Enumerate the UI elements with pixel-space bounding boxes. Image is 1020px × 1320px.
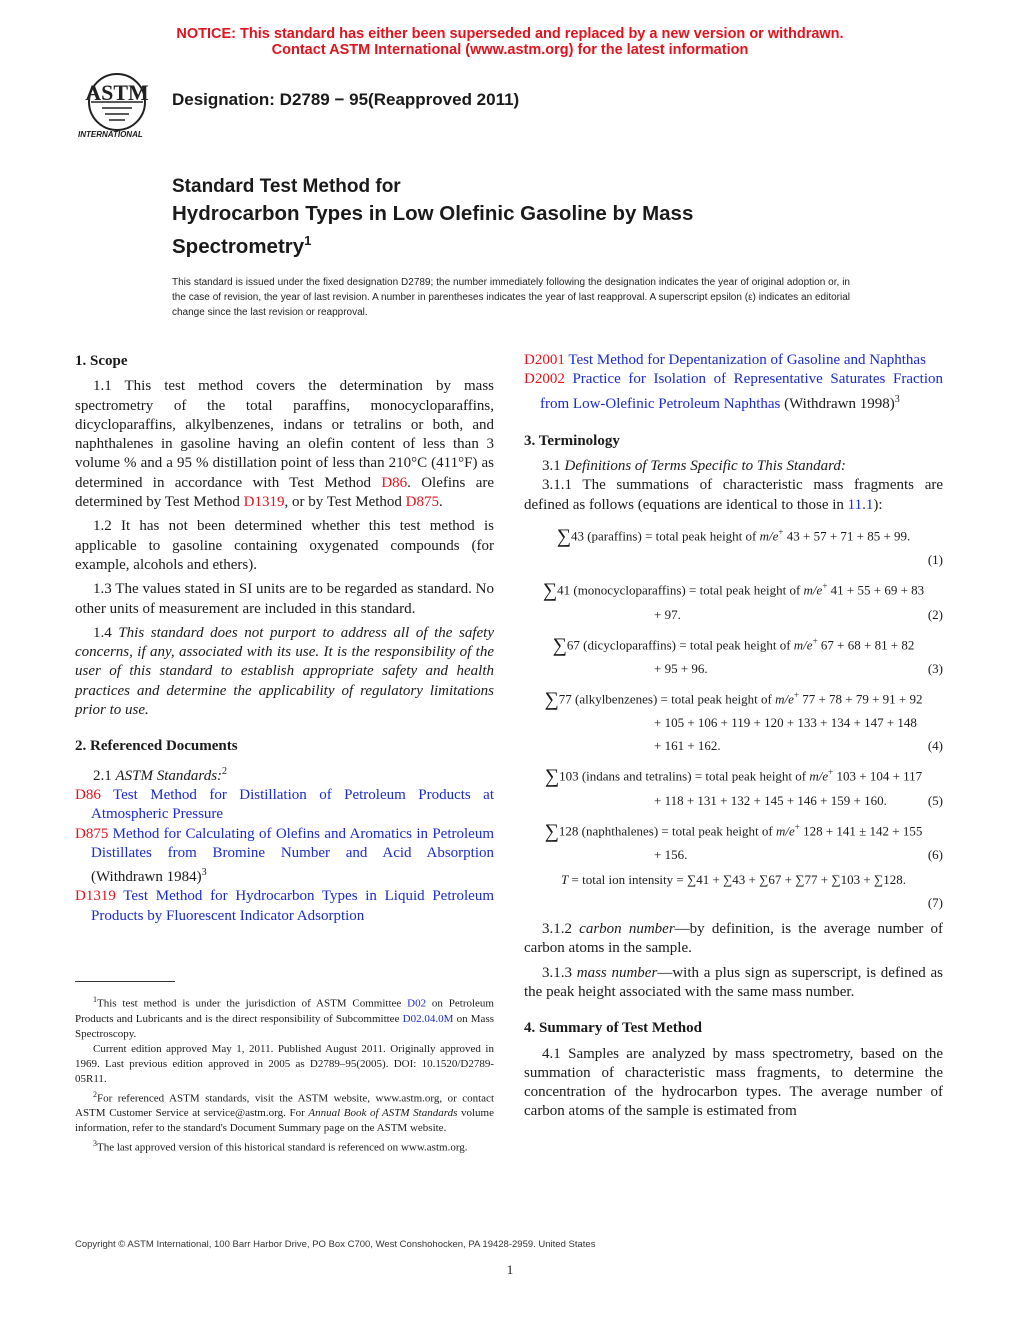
terminology-3-1-2-text: —by definition, is the average number of carbon atoms in the sample. <box>524 921 944 957</box>
ref-title-d86[interactable]: Test Method for Distillation of Petroleum Products at Atmospheric Pressure <box>91 786 494 823</box>
equation-number: (4) <box>927 738 943 754</box>
equation-me: m/e <box>759 528 779 544</box>
equation-number: (6) <box>927 847 943 863</box>
equation-lhs: 77 (alkylbenzenes) = total peak height of <box>558 691 776 707</box>
terminology-3-1 <box>524 457 943 476</box>
equation-line <box>524 684 943 711</box>
link-d86[interactable]: D86 <box>381 474 408 491</box>
equation-continuation: + 118 + 131 + 132 + 145 + 146 + 159 + 160. <box>654 792 887 808</box>
terminology-3-1-3-num: 3.1.3 <box>542 964 577 981</box>
equation-6 <box>524 816 943 866</box>
equation-rhs: 43 + 57 + 71 + 85 + 99. <box>783 528 911 544</box>
left-column <box>75 352 494 926</box>
equation-line <box>524 761 943 788</box>
summary-4-1: 4.1 Samples are analyzed by mass spectrometry, based on the summation of characteristic mass fragments, to determine the concentration of the hydrocarbon types. The average number of carbon atoms of the sample is estimated from <box>524 1045 943 1120</box>
logo-label: INTERNATIONAL <box>78 130 143 139</box>
terminology-3-1-1-text-a: 3.1.1 The summations of characteristic mass fragments are defined as follows (equations are identical to those in <box>524 477 943 513</box>
footnote-2 <box>75 1087 494 1137</box>
ref-title-d875[interactable]: Method for Calculating of Olefins and Aromatics in Petroleum Distillates from Bromine Number and Acid Absorption <box>91 825 494 861</box>
sigma-symbol: ∑ <box>544 765 560 788</box>
ref-item-d2002 <box>524 370 943 414</box>
terminology-3-1-2-term: carbon number <box>579 921 675 938</box>
equation-rhs: 41 + 55 + 69 + 83 <box>827 582 925 598</box>
sigma-symbol: ∑ <box>552 634 567 657</box>
footnote-1-text-c: on Mass Spectroscopy. <box>75 1012 495 1040</box>
ref-code-d875[interactable]: D875 <box>75 825 109 842</box>
equation-rhs: 67 + 68 + 81 + 82 <box>817 637 915 653</box>
footnote-3-mark: 3 <box>93 1139 97 1149</box>
ref-item-d2001 <box>524 351 943 370</box>
ref-note-d2002: (Withdrawn 1998) <box>780 395 895 412</box>
equation-continuation: + 105 + 106 + 119 + 120 + 133 + 134 + 147 + 148 <box>654 715 917 731</box>
link-d02-04-0m[interactable]: D02.04.0M <box>402 1012 454 1025</box>
footnote-1-text-b: on Petroleum Products and Lubricants and is the direct responsibility of Subcommittee <box>75 997 494 1025</box>
scope-1-2: 1.2 It has not been determined whether this test method is applicable to gasoline containing oxygenated compounds (for example, alcohols and ethers). <box>75 518 494 573</box>
equation-line <box>524 521 943 548</box>
equation-lhs: 103 (indans and tetralins) = total peak height of <box>559 768 810 784</box>
footnote-1-edition: Current edition approved May 1, 2011. Published August 2011. Originally approved in 1969. Last previous edition approved in 2005 as D2789–95(2005). DOI: 10.1520/D2789-05R11. <box>75 1042 494 1085</box>
referenced-2-1-num: 2.1 <box>93 767 116 784</box>
ref-mark-d875: 3 <box>201 867 207 879</box>
ref-code-d1319[interactable]: D1319 <box>75 888 116 905</box>
ref-item-d1319 <box>75 887 494 926</box>
equation-line <box>524 816 943 843</box>
equation-plus: + <box>812 635 818 646</box>
equation-number: (3) <box>927 661 943 677</box>
equation-me: m/e <box>793 637 813 653</box>
equation-number: (1) <box>927 552 943 568</box>
referenced-heading: 2. Referenced Documents <box>75 738 238 755</box>
equation-continuation: + 156. <box>654 847 688 863</box>
ref-code-d2002[interactable]: D2002 <box>524 371 565 388</box>
footnotes <box>75 992 494 1156</box>
referenced-2-1-mark: 2 <box>222 765 228 777</box>
equation-4 <box>524 684 943 757</box>
ref-code-d86[interactable]: D86 <box>75 786 101 803</box>
terminology-3-1-2 <box>524 920 943 959</box>
ref-title-d2001[interactable]: Test Method for Depentanization of Gasoline and Naphthas <box>564 352 926 368</box>
equation-plus: + <box>793 690 799 701</box>
equation-7-number: (7) <box>927 895 943 911</box>
scope-1-4 <box>75 624 494 720</box>
equation-me: m/e <box>775 691 794 707</box>
scope-1-1-text-b: . Olefins are determined by Test Method <box>75 474 495 511</box>
equation-rhs: 103 + 104 + 117 <box>833 768 923 784</box>
scope-1-1-text-d: . <box>439 494 443 511</box>
title-line-2 <box>172 200 812 260</box>
terminology-3-1-1 <box>524 476 943 515</box>
ref-mark-d2002: 3 <box>894 393 900 405</box>
ref-code-d2001[interactable]: D2001 <box>524 352 565 368</box>
footnote-1-mark: 1 <box>93 995 97 1004</box>
link-d02[interactable]: D02 <box>407 997 427 1010</box>
equation-7-t: T <box>561 872 569 888</box>
scope-1-4-num: 1.4 <box>93 624 119 641</box>
equation-lhs: 41 (monocycloparaffins) = total peak height of <box>557 582 804 598</box>
equation-plus: + <box>778 527 784 538</box>
ref-item-d86 <box>75 786 494 825</box>
equation-5 <box>524 761 943 811</box>
terminology-3-1-3-text: —with a plus sign as superscript, is defined as the peak height associated with the same mass number. <box>524 964 944 1000</box>
equation-3 <box>524 630 943 680</box>
equation-line <box>524 630 943 657</box>
scope-1-1-text-a: 1.1 This test method covers the determination by mass spectrometry of the total paraffins, monocycloparaffins, dicycloparaffins, alkylbenzenes, indans or tetralins or both, and naphthalenes in gasoline having an olefin content of less than 3 volume % and a 95 % distillation point of less than 210°C (411°F) as determined in accordance with Test Method <box>75 378 494 491</box>
equation-plus: + <box>822 581 828 592</box>
equations <box>524 521 943 866</box>
title-line-1: Standard Test Method for <box>172 176 401 197</box>
title-footnote-mark: 1 <box>304 233 312 248</box>
equation-2 <box>524 575 943 625</box>
referenced-2-1-text: ASTM Standards: <box>115 767 223 784</box>
equation-7-text: = total ion intensity = ∑41 + ∑43 + ∑67 + ∑77 + ∑103 + ∑128. <box>568 872 906 888</box>
right-column <box>524 351 943 1122</box>
footnote-3 <box>75 1136 494 1156</box>
copyright-footer: Copyright © ASTM International, 100 Barr Harbor Drive, PO Box C700, West Conshohocken, PA 19428-2959. United States <box>75 1239 596 1250</box>
link-d1319[interactable]: D1319 <box>243 494 285 511</box>
sigma-symbol: ∑ <box>542 579 558 602</box>
scope-1-1 <box>75 377 494 512</box>
equation-7 <box>524 868 943 891</box>
footnote-2-mark: 2 <box>93 1089 97 1099</box>
equation-number: (2) <box>927 606 943 622</box>
equation-continuation: + 161 + 162. <box>654 738 721 754</box>
notice-line-1: NOTICE: This standard has either been superseded and replaced by a new version or withdrawn. <box>176 26 844 42</box>
terminology-3-1-num: 3.1 <box>542 458 565 475</box>
link-d875[interactable]: D875 <box>405 494 439 511</box>
footnote-1-text-a: This test method is under the jurisdiction of ASTM Committee <box>97 997 408 1010</box>
equation-lhs: 43 (paraffins) = total peak height of <box>570 528 760 544</box>
footnote-2-text-b: volume information, refer to the standard's Document Summary page on the ASTM website. <box>75 1107 494 1135</box>
svg-text:ASTM: ASTM <box>85 80 149 105</box>
equation-number: (5) <box>927 792 943 808</box>
designation: Designation: D2789 − 95(Reapproved 2011) <box>172 90 520 109</box>
equation-me: m/e <box>775 823 795 839</box>
sigma-symbol: ∑ <box>544 820 559 843</box>
sigma-symbol: ∑ <box>544 688 559 711</box>
equation-me: m/e <box>809 768 829 784</box>
terminology-3-1-3 <box>524 964 943 1003</box>
terminology-heading: 3. Terminology <box>524 432 620 449</box>
equation-continuation: + 95 + 96. <box>654 661 708 677</box>
footnote-2-italic: Annual Book of ASTM Standards <box>308 1107 458 1120</box>
footnote-3-text: The last approved version of this historical standard is referenced on www.astm.org. <box>97 1141 468 1154</box>
sigma-symbol: ∑ <box>556 525 571 548</box>
terminology-3-1-2-num: 3.1.2 <box>542 921 580 938</box>
notice-line-2: Contact ASTM International (www.astm.org) for the latest information <box>271 42 749 58</box>
footnote-2-text-a: For referenced ASTM standards, visit the ASTM website, www.astm.org, or contact ASTM Customer Service at service@astm.org. For <box>75 1092 494 1120</box>
footnote-1 <box>75 992 494 1042</box>
equation-line <box>524 575 943 602</box>
equation-rhs: 128 + 141 ± 142 + 155 <box>799 823 923 839</box>
equation-continuation: + 97. <box>654 606 681 622</box>
link-11-1[interactable]: 11.1 <box>847 496 874 513</box>
ref-title-d2002[interactable]: Practice for Isolation of Representative Saturates Fraction from Low-Olefinic Petroleum Naphthas <box>540 371 943 412</box>
equation-me: m/e <box>803 582 823 598</box>
page-number: 1 <box>506 1262 514 1277</box>
scope-heading: 1. Scope <box>75 353 128 369</box>
astm-logo <box>72 72 162 144</box>
summary-heading: 4. Summary of Test Method <box>524 1020 702 1037</box>
footnote-rule <box>75 981 175 982</box>
preamble: This standard is issued under the fixed designation D2789; the number immediately following the designation indicates the year of original adoption or, in the case of revision, the year of last revision. A number in parentheses indicates the year of last reapproval. A superscript epsilon (ε) indicates an editorial change since the last revision or reapproval. <box>172 277 850 318</box>
scope-1-4-text: This standard does not purport to address all of the safety concerns, if any, associated with its use. It is the responsibility of the user of this standard to establish appropriate safety and health practices and determine the applicability of regulatory limitations prior to use. <box>75 624 495 719</box>
terminology-3-1-3-term: mass number <box>576 964 658 981</box>
terminology-3-1-1-text-b: ): <box>873 496 883 513</box>
title-main: Hydrocarbon Types in Low Olefinic Gasoline by Mass Spectrometry <box>172 202 694 258</box>
equation-lhs: 128 (naphthalenes) = total peak height of <box>558 823 776 839</box>
scope-1-3: 1.3 The values stated in SI units are to be regarded as standard. No other units of measurement are included in this standard. <box>75 581 494 617</box>
equation-1 <box>524 521 943 571</box>
ref-title-d1319[interactable]: Test Method for Hydrocarbon Types in Liquid Petroleum Products by Fluorescent Indicator Adsorption <box>91 888 494 924</box>
referenced-2-1 <box>75 762 494 786</box>
equation-plus: + <box>794 821 800 832</box>
equation-rhs: 77 + 78 + 79 + 91 + 92 <box>798 691 923 707</box>
scope-1-1-text-c: , or by Test Method <box>284 494 406 511</box>
ref-item-d875 <box>75 825 494 888</box>
equation-lhs: 67 (dicycloparaffins) = total peak height of <box>566 637 794 653</box>
ref-note-d875: (Withdrawn 1984) <box>91 869 202 886</box>
terminology-3-1-text: Definitions of Terms Specific to This Standard: <box>564 458 846 475</box>
equation-plus: + <box>828 767 834 778</box>
